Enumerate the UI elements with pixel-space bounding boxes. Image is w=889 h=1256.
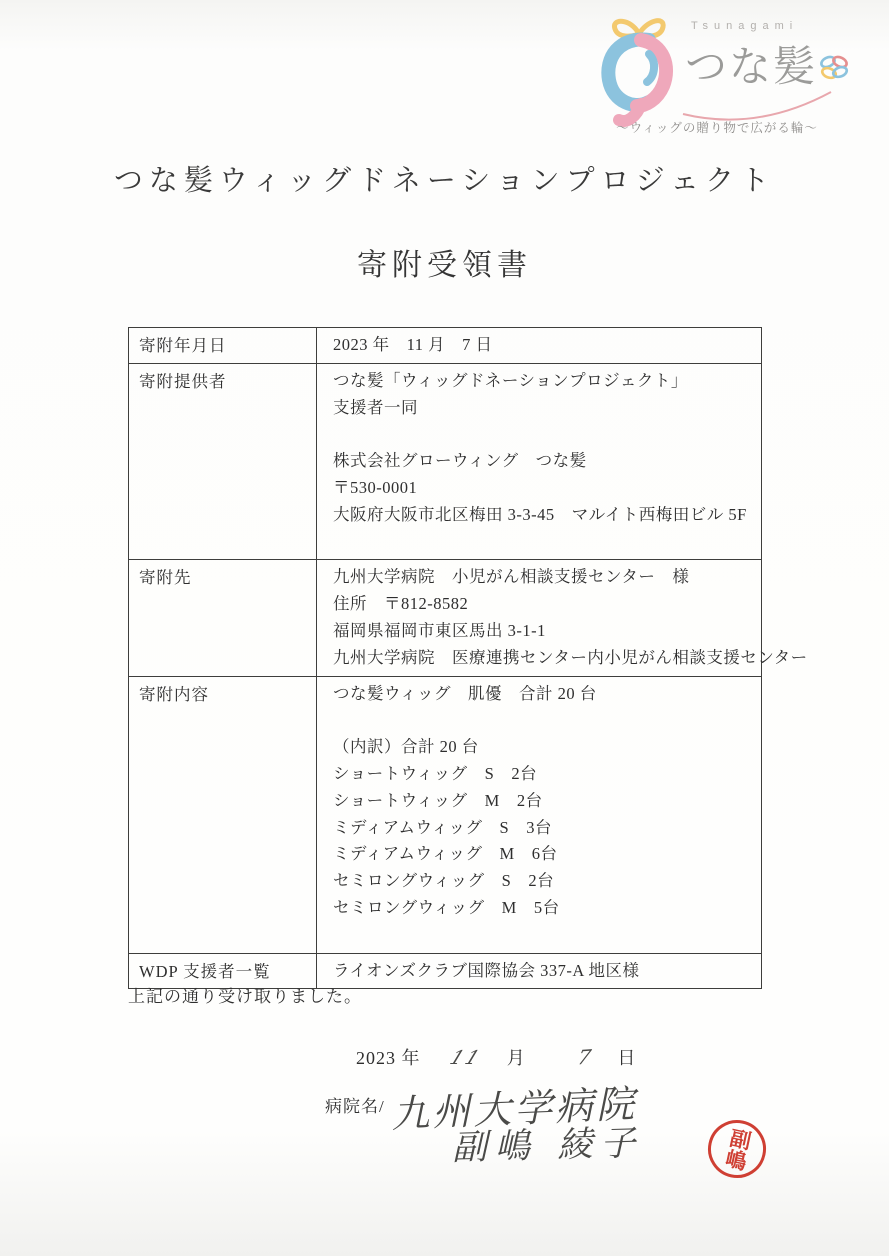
row-content bbox=[317, 363, 762, 560]
handwritten-month: 11 bbox=[446, 1047, 486, 1069]
document-title: つな髪ウィッグドネーションプロジェクト bbox=[113, 165, 776, 197]
content-line: ショートウィッグ S 2台 bbox=[333, 763, 538, 783]
hospital-name-label: 病院名/ bbox=[325, 1097, 385, 1116]
row-label: 寄附先 bbox=[129, 560, 317, 676]
ribbon-loop-icon bbox=[597, 14, 681, 130]
content-line: 九州大学病院 医療連携センター内小児がん相談支援センター bbox=[333, 647, 808, 667]
logo-tagline: 〜ウィッグの贈り物で広がる輪〜 bbox=[616, 121, 818, 135]
row-label: 寄附内容 bbox=[129, 676, 317, 953]
content-line bbox=[333, 707, 753, 734]
content-line: ライオンズクラブ国際協会 337-A 地区様 bbox=[333, 960, 640, 980]
pinwheel-icon bbox=[817, 50, 851, 84]
date-month-label: 月 bbox=[506, 1048, 526, 1068]
table-row bbox=[129, 560, 762, 676]
content-line: 支援者一同 bbox=[333, 397, 418, 417]
content-line: 住所 〒812-8582 bbox=[333, 594, 469, 614]
row-label: WDP 支援者一覧 bbox=[129, 953, 317, 989]
content-line: 2023 年 11 月 7 日 bbox=[333, 335, 493, 354]
row-label: 寄附年月日 bbox=[129, 328, 317, 364]
content-line: つな髪ウィッグ 肌優 合計 20 台 bbox=[333, 683, 597, 703]
table-row bbox=[129, 363, 762, 560]
content-line: ミディアムウィッグ M 6台 bbox=[333, 844, 558, 864]
signature-date-line bbox=[356, 1044, 636, 1070]
row-content bbox=[317, 328, 762, 364]
content-line: 株式会社グローウィング つな髪 bbox=[333, 451, 587, 471]
row-content bbox=[317, 953, 762, 989]
handwritten-signature: 副嶋 綾子 bbox=[451, 1123, 644, 1169]
date-day-label: 日 bbox=[617, 1048, 637, 1068]
content-line bbox=[333, 922, 753, 949]
content-line bbox=[333, 529, 753, 556]
received-note: 上記の通り受け取りました。 bbox=[128, 987, 362, 1006]
content-line: 大阪府大阪市北区梅田 3-3-45 マルイト西梅田ビル 5F bbox=[333, 504, 747, 524]
table-row bbox=[129, 676, 762, 953]
content-line: 〒530-0001 bbox=[333, 477, 418, 497]
content-line: 福岡県福岡市東区馬出 3-1-1 bbox=[333, 620, 546, 640]
row-content bbox=[317, 560, 808, 676]
brand-name-en: Tsunagami bbox=[691, 20, 799, 32]
brand-name-jp: つな髪 bbox=[685, 45, 818, 91]
content-line: ショートウィッグ M 2台 bbox=[333, 790, 543, 810]
content-line bbox=[333, 421, 753, 448]
date-year: 2023 年 bbox=[356, 1048, 421, 1068]
handwritten-day: 7 bbox=[575, 1044, 594, 1070]
row-content bbox=[317, 676, 762, 953]
hanko-stamp bbox=[703, 1115, 772, 1184]
content-line: 九州大学病院 小児がん相談支援センター 様 bbox=[333, 567, 690, 587]
logo-text-block bbox=[685, 20, 835, 94]
content-line: ミディアムウィッグ S 3台 bbox=[333, 817, 552, 837]
receipt-table bbox=[128, 327, 808, 989]
content-line: セミロングウィッグ M 5台 bbox=[333, 897, 560, 917]
document-subtitle: 寄附受領書 bbox=[357, 249, 532, 282]
row-label: 寄附提供者 bbox=[129, 363, 317, 560]
content-line: セミロングウィッグ S 2台 bbox=[333, 871, 555, 891]
content-line: つな髪「ウィッグドネーションプロジェクト」 bbox=[333, 370, 688, 390]
handwritten-hospital-name: 九州大学病院 bbox=[390, 1081, 638, 1137]
receipt-table-body bbox=[129, 328, 808, 989]
hanko-stamp-text: 副嶋 bbox=[721, 1126, 754, 1173]
table-row bbox=[129, 328, 762, 364]
content-line: （内訳）合計 20 台 bbox=[333, 737, 479, 757]
tsunagami-logo bbox=[597, 12, 837, 136]
